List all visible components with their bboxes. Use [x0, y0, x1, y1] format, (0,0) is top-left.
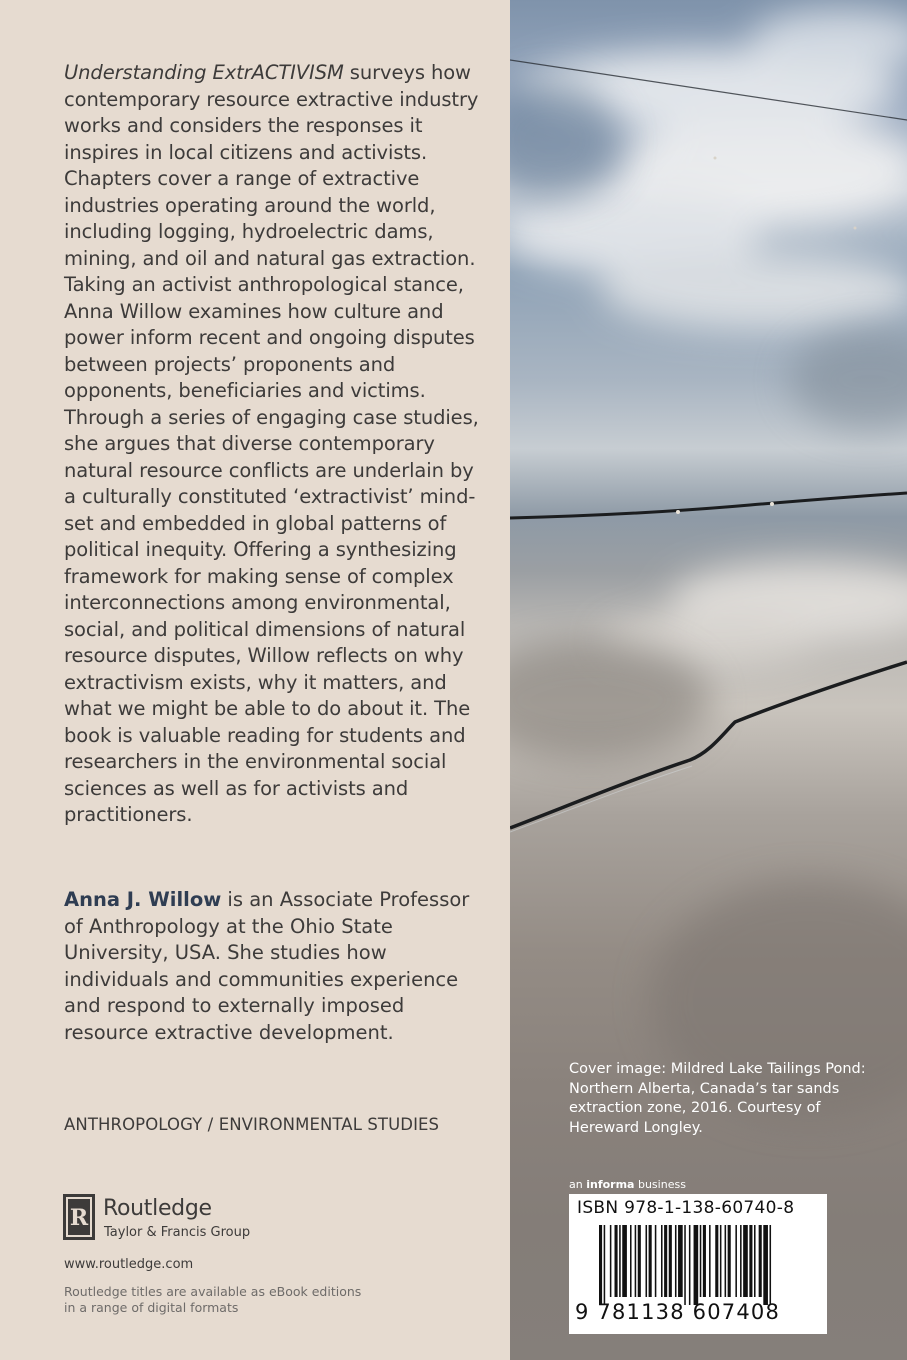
subject-category: ANTHROPOLOGY / ENVIRONMENTAL STUDIES	[64, 1115, 440, 1134]
barcode-bar	[649, 1225, 652, 1297]
barcode-bar	[735, 1225, 737, 1297]
book-description	[64, 60, 484, 829]
barcode-bar	[754, 1225, 756, 1297]
barcode-bar	[669, 1225, 672, 1297]
barcode-bar	[635, 1225, 637, 1297]
informa-suffix: business	[634, 1178, 686, 1191]
cover-image-caption: Cover image: Mildred Lake Tailings Pond: Northern Alberta, Canada’s tar sands extraction zone, 2016. Courtesy of Hereward Longley.	[569, 1061, 866, 1136]
barcode-bar	[759, 1225, 762, 1297]
barcode-bar	[622, 1225, 627, 1297]
logo-letter: R	[69, 1205, 89, 1231]
ebook-note: Routledge titles are available as eBook editions in a range of digital formats	[64, 1284, 362, 1315]
barcode-bar	[703, 1225, 706, 1297]
barcode-bar	[678, 1225, 683, 1297]
barcode-bar	[630, 1225, 632, 1297]
barcode-bar	[763, 1225, 768, 1305]
informa-brand: informa	[586, 1178, 635, 1191]
barcode-bar	[619, 1225, 621, 1297]
barcode-bar	[770, 1225, 772, 1305]
barcode-bar	[728, 1225, 731, 1297]
barcode-bar	[675, 1225, 677, 1297]
barcode-panel	[569, 1194, 827, 1334]
publisher-website: www.routledge.com	[64, 1257, 194, 1272]
barcode-bar	[720, 1225, 722, 1297]
cover-photo	[510, 0, 907, 1360]
description-text: surveys how contemporary resource extractive industry works and considers the responses it inspires in local citizens and activists. Chapters cover a range of extractive industries operating around the world, including logging, hydroelectric dams, mining, and oil and natural gas extraction. Taking an activist anthropological stance, Anna Willow examines how culture and power inform recent and ongoing disputes between projects’ proponents and opponents, beneficiaries and victims. Through a series of engaging case studies, she argues that diverse contemporary natural resource conflicts are underlain by a culturally constituted ‘extractivist’ mind-set and embedded in global patterns of political inequity. Offering a synthesizing framework for making sense of complex interconnections among environmental, social, and political dimensions of natural resource disputes, Willow reflects on why extractivism exists, why it matters, and what we might be able to do about it. The book is valuable reading for students and researchers in the environmental social sciences as well as for activists and practitioners.	[64, 61, 479, 826]
author-bio	[64, 887, 484, 1046]
barcode-bar	[700, 1225, 702, 1297]
publisher-group: Taylor & Francis Group	[104, 1225, 251, 1240]
barcode-bar	[709, 1225, 711, 1297]
barcode-bar	[740, 1225, 742, 1297]
barcode-bar	[684, 1225, 686, 1305]
barcode-digits: 9 781138 607408	[575, 1300, 781, 1324]
barcode-bar	[638, 1225, 641, 1297]
barcode-bar	[610, 1225, 612, 1297]
barcode-bar	[655, 1225, 657, 1297]
barcode-bar	[694, 1225, 699, 1305]
barcode-icon	[599, 1225, 819, 1305]
informa-tagline	[569, 1178, 686, 1191]
barcode-bar	[725, 1225, 727, 1297]
publisher-name: Routledge	[103, 1196, 212, 1221]
routledge-logo-icon	[63, 1194, 95, 1240]
author-name: Anna J. Willow	[64, 888, 222, 911]
tailings-pond-image	[510, 0, 907, 1360]
barcode-bar	[664, 1225, 667, 1297]
barcode-bar	[615, 1225, 618, 1297]
barcode-bar	[715, 1225, 718, 1297]
author-bio-text: is an Associate Professor of Anthropology at the Ohio State University, USA. She studies how individuals and communities experience and respond to externally imposed resource extractive development.	[64, 888, 470, 1044]
barcode-bar	[689, 1225, 691, 1305]
barcode-bar	[604, 1225, 606, 1305]
barcode-bar	[743, 1225, 748, 1297]
barcode-bar	[646, 1225, 648, 1297]
barcode-bar	[749, 1225, 752, 1297]
barcode-bar	[599, 1225, 602, 1305]
informa-prefix: an	[569, 1178, 587, 1191]
barcode-bar	[661, 1225, 663, 1297]
isbn-label: ISBN 978-1-138-60740-8	[577, 1198, 795, 1218]
book-title: Understanding ExtrACTIVISM	[64, 61, 344, 84]
